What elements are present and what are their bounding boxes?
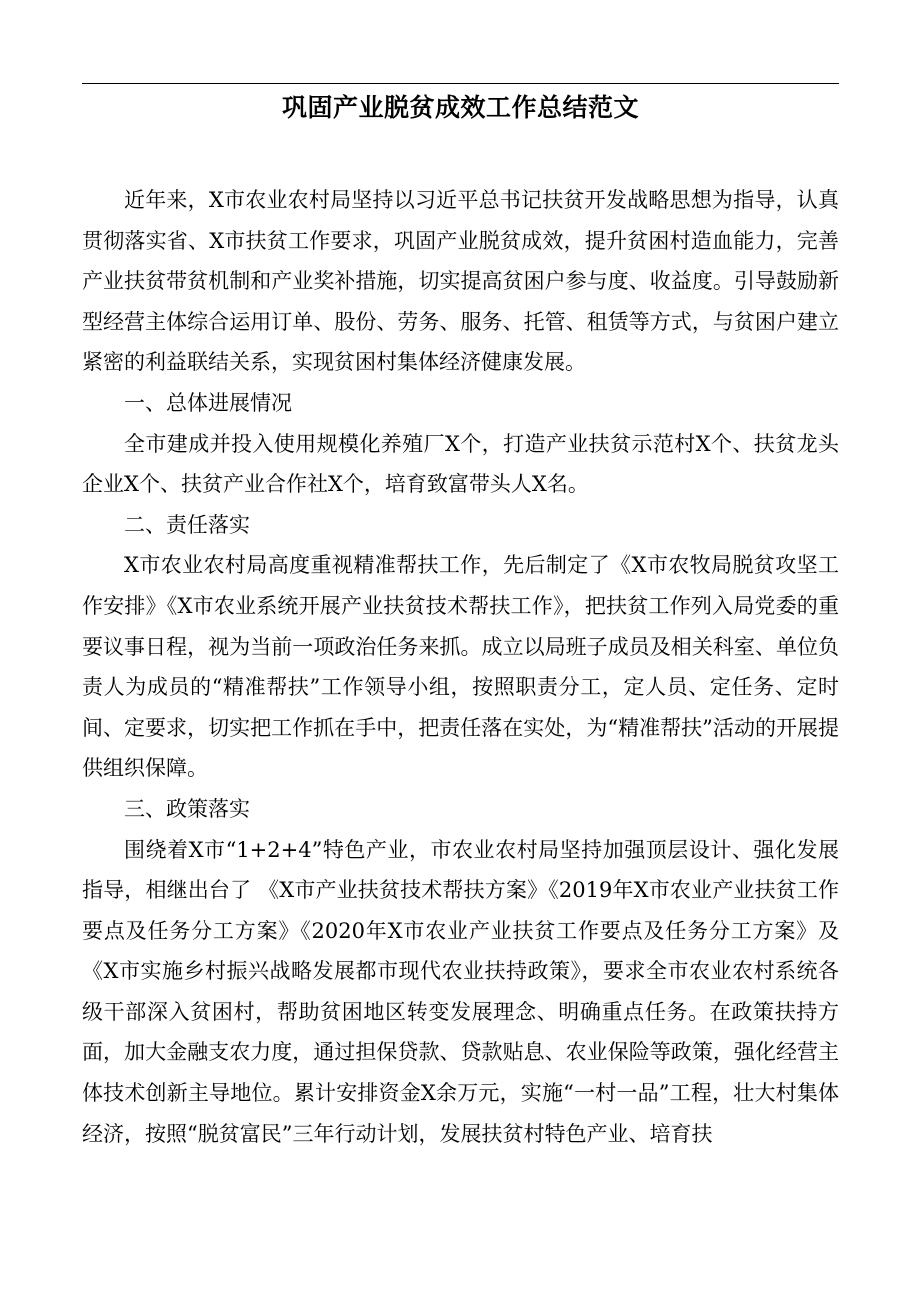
section-heading-policy: 三、政策落实 [124,796,250,821]
paragraph-overall-progress: 全市建成并投入使用规模化养殖厂X个，打造产业扶贫示范村X个、扶贫龙头企业X个、扶贫产业合作社X个，培育致富带头人X名。 [82,431,839,497]
header-rule [82,83,839,84]
section-heading-overall-progress: 一、总体进展情况 [124,390,292,415]
paragraph-policy: 围绕着X市“1+2+4”特色产业，市农业农村局坚持加强顶层设计、强化发展指导，相继出台了 《X市产业扶贫技术帮扶方案》《2019年X市农业产业扶贫工作要点及任务分工方案》《2020年X市农业产业扶贫工作要点及任务分工方案》及《X市实施乡村振兴战略发展都市现代农业扶持政策》，要求全市农业农村系统各级干部深入贫困村，帮助贫困地区转变发展理念、明确重点任务。在政策扶持方面，加大金融支农力度，通过担保贷款、贷款贴息、农业保险等政策，强化经营主体技术创新主导地位。累计安排资金X余万元，实施“一村一品”工程，壮大村集体经济，按照“脱贫富民”三年行动计划，发展扶贫村特色产业、培育扶 [82,837,839,1146]
section-heading-responsibility: 二、责任落实 [124,512,250,537]
document-body [82,180,839,1154]
paragraph-intro: 近年来，X市农业农村局坚持以习近平总书记扶贫开发战略思想为指导，认真贯彻落实省、X市扶贫工作要求，巩固产业脱贫成效，提升贫困村造血能力，完善产业扶贫带贫机制和产业奖补措施，切实提高贫困户参与度、收益度。引导鼓励新型经营主体综合运用订单、股份、劳务、服务、托管、租赁等方式，与贫困户建立紧密的利益联结关系，实现贫困村集体经济健康发展。 [82,188,839,375]
document-title: 巩固产业脱贫成效工作总结范文 [281,93,639,122]
paragraph-responsibility: X市农业农村局高度重视精准帮扶工作，先后制定了《X市农牧局脱贫攻坚工作安排》《X市农业系统开展产业扶贫技术帮扶工作》，把扶贫工作列入局党委的重要议事日程，视为当前一项政治任务来抓。成立以局班子成员及相关科室、单位负责人为成员的“精准帮扶”工作领导小组，按照职责分工，定人员、定任务、定时间、定要求，切实把工作抓在手中，把责任落在实处，为“精准帮扶”活动的开展提供组织保障。 [82,553,839,781]
